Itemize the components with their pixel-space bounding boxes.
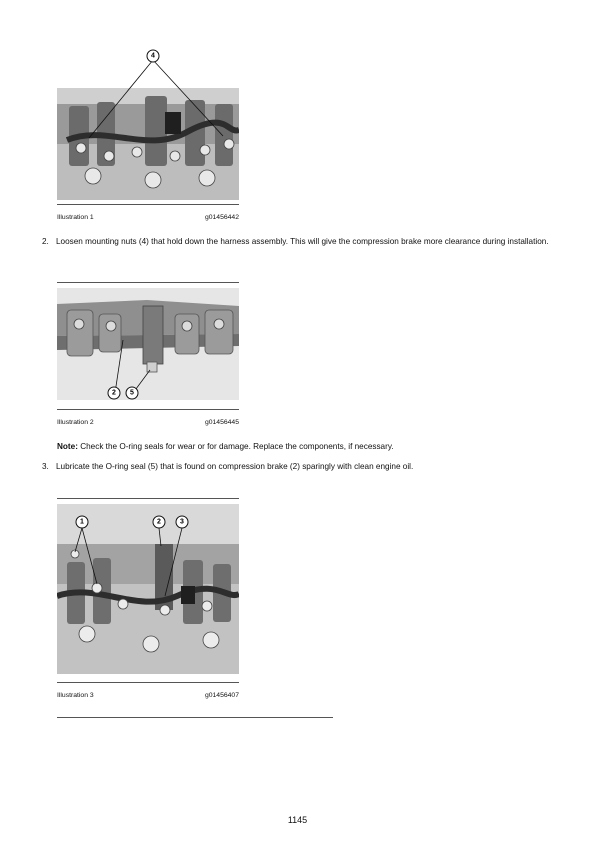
step-3-text: Lubricate the O-ring seal (5) that is found on compression brake (2) sparingly with clean engine oil. <box>56 462 414 471</box>
illustration-3-label: Illustration 3 <box>57 692 94 699</box>
page-number: 1145 <box>287 815 308 825</box>
illustration-3-image <box>57 504 239 674</box>
illustration-2-code: g01456445 <box>204 419 239 426</box>
illustration-1-code: g01456442 <box>204 214 239 221</box>
callout-1: 1 <box>80 518 84 526</box>
illustration-3-top-rule <box>57 498 239 499</box>
illustration-2-rule <box>57 409 239 410</box>
illustration-1-caption <box>57 214 239 221</box>
illustration-3-rule <box>57 682 239 683</box>
illustration-3-code: g01456407 <box>204 692 239 699</box>
callout-4: 4 <box>151 52 155 60</box>
illustration-1-label: Illustration 1 <box>57 214 94 221</box>
illustration-2-top-rule <box>57 282 239 283</box>
note <box>57 442 557 452</box>
step-2-text: Loosen mounting nuts (4) that hold down the harness assembly. This will give the compression brake more clearance during installation. <box>56 237 549 246</box>
note-label: Note: <box>57 442 78 451</box>
section-end-rule <box>57 717 333 718</box>
step-2-number: 2. <box>42 237 49 246</box>
callout-2: 2 <box>157 518 161 526</box>
illustration-3-caption <box>57 692 239 699</box>
callout-5: 5 <box>130 389 134 397</box>
illustration-2-image <box>57 288 239 400</box>
step-3-number: 3. <box>42 462 49 471</box>
illustration-1-rule <box>57 204 239 205</box>
callout-2: 2 <box>112 389 116 397</box>
callout-3: 3 <box>180 518 184 526</box>
note-text: Check the O-ring seals for wear or for damage. Replace the components, if necessary. <box>80 442 394 451</box>
illustration-2-label: Illustration 2 <box>57 419 94 426</box>
illustration-1-image <box>57 44 239 200</box>
illustration-2-caption <box>57 419 239 426</box>
